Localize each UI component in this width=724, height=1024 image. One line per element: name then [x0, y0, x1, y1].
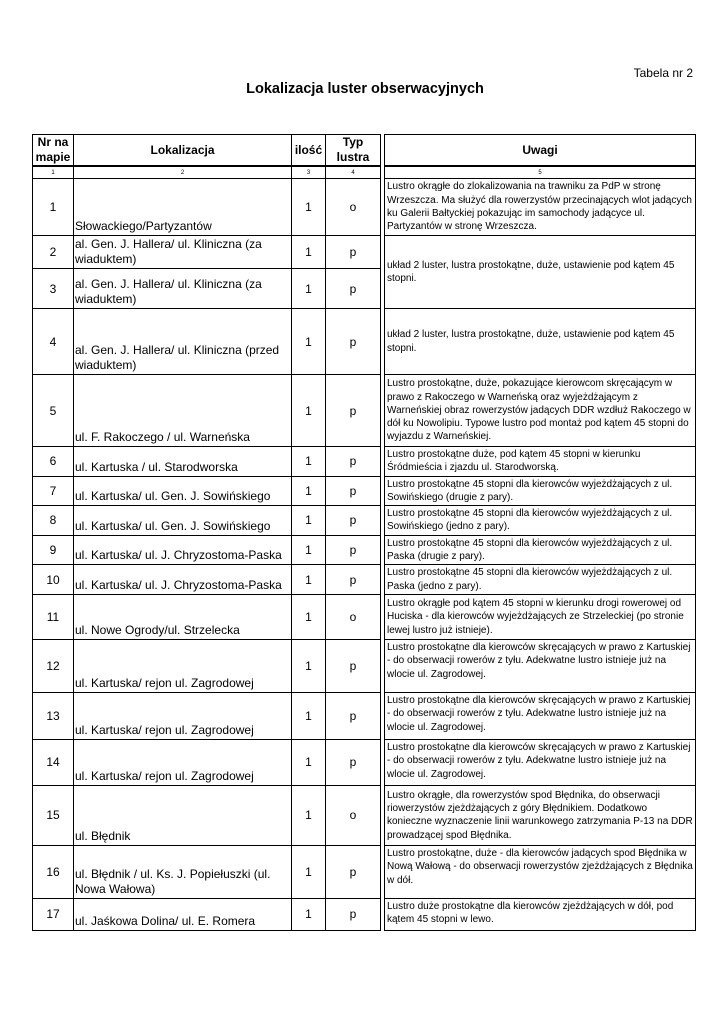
row-location: al. Gen. J. Hallera/ ul. Kliniczna (za wiaduktem)	[74, 269, 292, 309]
row-nr: 15	[33, 785, 74, 845]
row-nr: 2	[33, 236, 74, 269]
row-nr: 3	[33, 269, 74, 309]
table-row	[33, 179, 696, 236]
table-number: Tabela nr 2	[633, 66, 693, 80]
table-row	[33, 309, 696, 375]
row-nr: 5	[33, 375, 74, 447]
row-notes: Lustro okrągłe, dla rowerzystów spod Błędnika, do obserwacji riowerzystów zjeżdżających z góry Błędnikiem. Dodatkowo konieczne wyznaczenie linii warunkowego zatrzymania P-13 na DDR prowadzącej spod Błędnika.	[385, 785, 696, 845]
table-row	[33, 375, 696, 447]
row-type: p	[326, 309, 381, 375]
row-notes: Lustro okrągłe pod kątem 45 stopni w kierunku drogi rowerowej od Huciska - dla kierowców wyjeżdżających ze Strzeleckiej (po stronie lewej lustro już istnieje).	[385, 594, 696, 639]
row-type: p	[326, 535, 381, 565]
row-notes: Lustro duże prostokątne dla kierowców zjeżdżających w dół, pod kątem 45 stopni w lewo.	[385, 898, 696, 930]
row-nr: 13	[33, 692, 74, 739]
row-location: ul. Błędnik	[74, 785, 292, 845]
row-type: p	[326, 506, 381, 536]
row-notes: Lustro prostokątne duże, pod kątem 45 stopni w kierunku Śródmieścia i zjazdu ul. Starodworską.	[385, 447, 696, 477]
row-count: 1	[292, 535, 326, 565]
table-row	[33, 236, 696, 269]
row-count: 1	[292, 236, 326, 269]
table-row	[33, 476, 696, 506]
row-notes: układ 2 luster, lustra prostokątne, duże, ustawienie pod kątem 45 stopni.	[385, 236, 696, 309]
row-location: ul. Kartuska/ ul. Gen. J. Sowińskiego	[74, 506, 292, 536]
row-nr: 9	[33, 535, 74, 565]
row-type: p	[326, 565, 381, 595]
row-location: ul. Kartuska/ rejon ul. Zagrodowej	[74, 639, 292, 692]
header-ilosc: ilość	[292, 135, 326, 167]
row-notes: Lustro prostokątne, duże - dla kierowców jadących spod Błędnika w Nową Wałową - do obserwacji rowerzystów zjeżdżających z Błędnika w dół.	[385, 845, 696, 898]
row-location: ul. Kartuska/ ul. J. Chryzostoma-Paska	[74, 535, 292, 565]
col-number: 5	[385, 166, 696, 179]
header-lokalizacja: Lokalizacja	[74, 135, 292, 167]
table-row	[33, 692, 696, 739]
row-count: 1	[292, 179, 326, 236]
row-notes: układ 2 luster, lustra prostokątne, duże, ustawienie pod kątem 45 stopni.	[385, 309, 696, 375]
row-location: ul. Kartuska/ ul. J. Chryzostoma-Paska	[74, 565, 292, 595]
row-type: p	[326, 236, 381, 269]
row-nr: 12	[33, 639, 74, 692]
table-row	[33, 739, 696, 785]
row-notes: Lustro prostokątne dla kierowców skręcających w prawo z Kartuskiej - do obserwacji rowerów z tyłu. Adekwatne lustro istnieje już na wlocie ul. Zagrodowej.	[385, 639, 696, 692]
row-location: ul. Jaśkowa Dolina/ ul. E. Romera	[74, 898, 292, 930]
row-location: ul. Kartuska/ rejon ul. Zagrodowej	[74, 739, 292, 785]
row-nr: 8	[33, 506, 74, 536]
table-row	[33, 639, 696, 692]
table-row	[33, 447, 696, 477]
row-count: 1	[292, 692, 326, 739]
row-type: o	[326, 594, 381, 639]
row-nr: 17	[33, 898, 74, 930]
row-type: p	[326, 739, 381, 785]
row-location: Słowackiego/Partyzantów	[74, 179, 292, 236]
row-count: 1	[292, 447, 326, 477]
row-count: 1	[292, 269, 326, 309]
row-type: p	[326, 845, 381, 898]
row-notes: Lustro prostokątne dla kierowców skręcających w prawo z Kartuskiej - do obserwacji rowerów z tyłu. Adekwatne lustro istnieje już na wlocie ul. Zagrodowej.	[385, 692, 696, 739]
row-count: 1	[292, 845, 326, 898]
row-nr: 6	[33, 447, 74, 477]
row-notes: Lustro prostokątne, duże, pokazujące kierowcom skręcającym w prawo z Rakoczego w Warneńską oraz wyjeżdżającym z Warneńskiej obraz rowerzystów jadących DDR wzdłuż Rakoczego w dół ku Nowolipiu. Typowe lustro pod montaż pod kątem 45 stopni do wyjazdu z Warneńskiej.	[385, 375, 696, 447]
row-count: 1	[292, 506, 326, 536]
row-nr: 10	[33, 565, 74, 595]
row-count: 1	[292, 785, 326, 845]
table-row	[33, 565, 696, 595]
row-count: 1	[292, 476, 326, 506]
mirrors-table	[32, 134, 696, 931]
row-type: p	[326, 639, 381, 692]
row-type: p	[326, 447, 381, 477]
col-number: 3	[292, 166, 326, 179]
table-row	[33, 506, 696, 536]
row-type: p	[326, 476, 381, 506]
header-typ: Typ lustra	[326, 135, 381, 167]
table-row	[33, 845, 696, 898]
row-nr: 1	[33, 179, 74, 236]
row-location: ul. Kartuska/ rejon ul. Zagrodowej	[74, 692, 292, 739]
table-row	[33, 535, 696, 565]
row-type: p	[326, 375, 381, 447]
row-location: ul. Nowe Ogrody/ul. Strzelecka	[74, 594, 292, 639]
row-location: al. Gen. J. Hallera/ ul. Kliniczna (za wiaduktem)	[74, 236, 292, 269]
row-nr: 14	[33, 739, 74, 785]
row-notes: Lustro prostokątne 45 stopni dla kierowców wyjeżdżających z ul. Paska (jedno z pary).	[385, 565, 696, 595]
row-location: ul. Błędnik / ul. Ks. J. Popiełuszki (ul. Nowa Wałowa)	[74, 845, 292, 898]
row-count: 1	[292, 739, 326, 785]
col-number: 1	[33, 166, 74, 179]
table-row	[33, 898, 696, 930]
row-nr: 4	[33, 309, 74, 375]
row-type: p	[326, 692, 381, 739]
col-number: 2	[74, 166, 292, 179]
row-count: 1	[292, 898, 326, 930]
row-notes: Lustro prostokątne 45 stopni dla kierowców wyjeżdżających z ul. Sowińskiego (drugie z pary).	[385, 476, 696, 506]
row-nr: 11	[33, 594, 74, 639]
row-type: p	[326, 269, 381, 309]
row-location: ul. Kartuska/ ul. Gen. J. Sowińskiego	[74, 476, 292, 506]
row-count: 1	[292, 639, 326, 692]
row-type: p	[326, 898, 381, 930]
row-count: 1	[292, 594, 326, 639]
document-title: Lokalizacja luster obserwacyjnych	[246, 81, 484, 97]
row-count: 1	[292, 375, 326, 447]
col-number: 4	[326, 166, 381, 179]
row-notes: Lustro prostokątne dla kierowców skręcających w prawo z Kartuskiej - do obserwacji rowerów z tyłu. Adekwatne lustro istnieje już na wlocie ul. Zagrodowej.	[385, 739, 696, 785]
row-type: o	[326, 179, 381, 236]
row-location: al. Gen. J. Hallera/ ul. Kliniczna (przed wiaduktem)	[74, 309, 292, 375]
header-nr: Nr na mapie	[33, 135, 74, 167]
row-notes: Lustro prostokątne 45 stopni dla kierowców wyjeżdżających z ul. Paska (drugie z pary).	[385, 535, 696, 565]
row-notes: Lustro prostokątne 45 stopni dla kierowców wyjeżdżających z ul. Sowińskiego (jedno z pary).	[385, 506, 696, 536]
row-notes: Lustro okrągłe do zlokalizowania na trawniku za PdP w stronę Wrzeszcza. Ma służyć dla rowerzystów przecinających wlot jadących ku Galerii Bałtyckiej pokazując im samochody jadącyce ul. Partyzantów w stronę Wrzeszcza.	[385, 179, 696, 236]
row-count: 1	[292, 565, 326, 595]
row-type: o	[326, 785, 381, 845]
row-nr: 7	[33, 476, 74, 506]
row-location: ul. F. Rakoczego / ul. Warneńska	[74, 375, 292, 447]
row-count: 1	[292, 309, 326, 375]
table-row	[33, 785, 696, 845]
row-nr: 16	[33, 845, 74, 898]
row-location: ul. Kartuska / ul. Starodworska	[74, 447, 292, 477]
table-row	[33, 594, 696, 639]
header-uwagi: Uwagi	[385, 135, 696, 167]
